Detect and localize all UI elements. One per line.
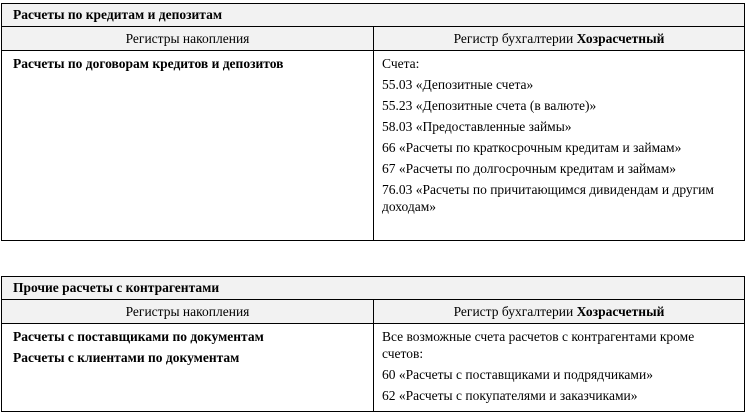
account-item: 67 «Расчеты по долгосрочным кредитам и займам» xyxy=(382,161,677,176)
column-header-accounting-register xyxy=(374,27,745,51)
register-item: Расчеты с клиентами по документам xyxy=(13,350,240,365)
table-title: Расчеты по кредитам и депозитам xyxy=(2,4,745,27)
header-prefix: Регистр бухгалтерии xyxy=(453,304,577,319)
account-item: 58.03 «Предоставленные займы» xyxy=(382,119,572,134)
account-item: 66 «Расчеты по краткосрочным кредитам и займам» xyxy=(382,140,682,155)
table-title: Прочие расчеты с контрагентами xyxy=(2,277,745,300)
column-header-accumulation-registers: Регистры накопления xyxy=(2,300,374,324)
accounts-cell xyxy=(374,324,745,412)
accumulation-registers-cell xyxy=(2,324,374,412)
account-item: 55.03 «Депозитные счета» xyxy=(382,77,534,92)
register-item: Расчеты по договорам кредитов и депозитов xyxy=(13,56,284,71)
account-item: 60 «Расчеты с поставщиками и подрядчиками» xyxy=(382,367,653,382)
header-register-name: Хозрасчетный xyxy=(576,31,665,46)
column-header-accounting-register xyxy=(374,300,745,324)
account-item: 76.03 «Расчеты по причитающимся дивидендам и другим доходам» xyxy=(382,182,714,214)
accounts-cell xyxy=(374,51,745,241)
credits-deposits-table xyxy=(1,3,745,241)
accounts-description: Все возможные счета расчетов с контрагентами кроме счетов: xyxy=(382,329,695,361)
accumulation-registers-cell xyxy=(2,51,374,241)
account-item: 55.23 «Депозитные счета (в валюте)» xyxy=(382,98,597,113)
other-counterparties-table xyxy=(1,276,745,412)
account-item: 62 «Расчеты с покупателями и заказчиками» xyxy=(382,388,638,403)
accounts-label: Счета: xyxy=(382,56,420,71)
register-item: Расчеты с поставщиками по документам xyxy=(13,329,264,344)
column-header-accumulation-registers: Регистры накопления xyxy=(2,27,374,51)
header-register-name: Хозрасчетный xyxy=(576,304,665,319)
header-prefix: Регистр бухгалтерии xyxy=(453,31,577,46)
